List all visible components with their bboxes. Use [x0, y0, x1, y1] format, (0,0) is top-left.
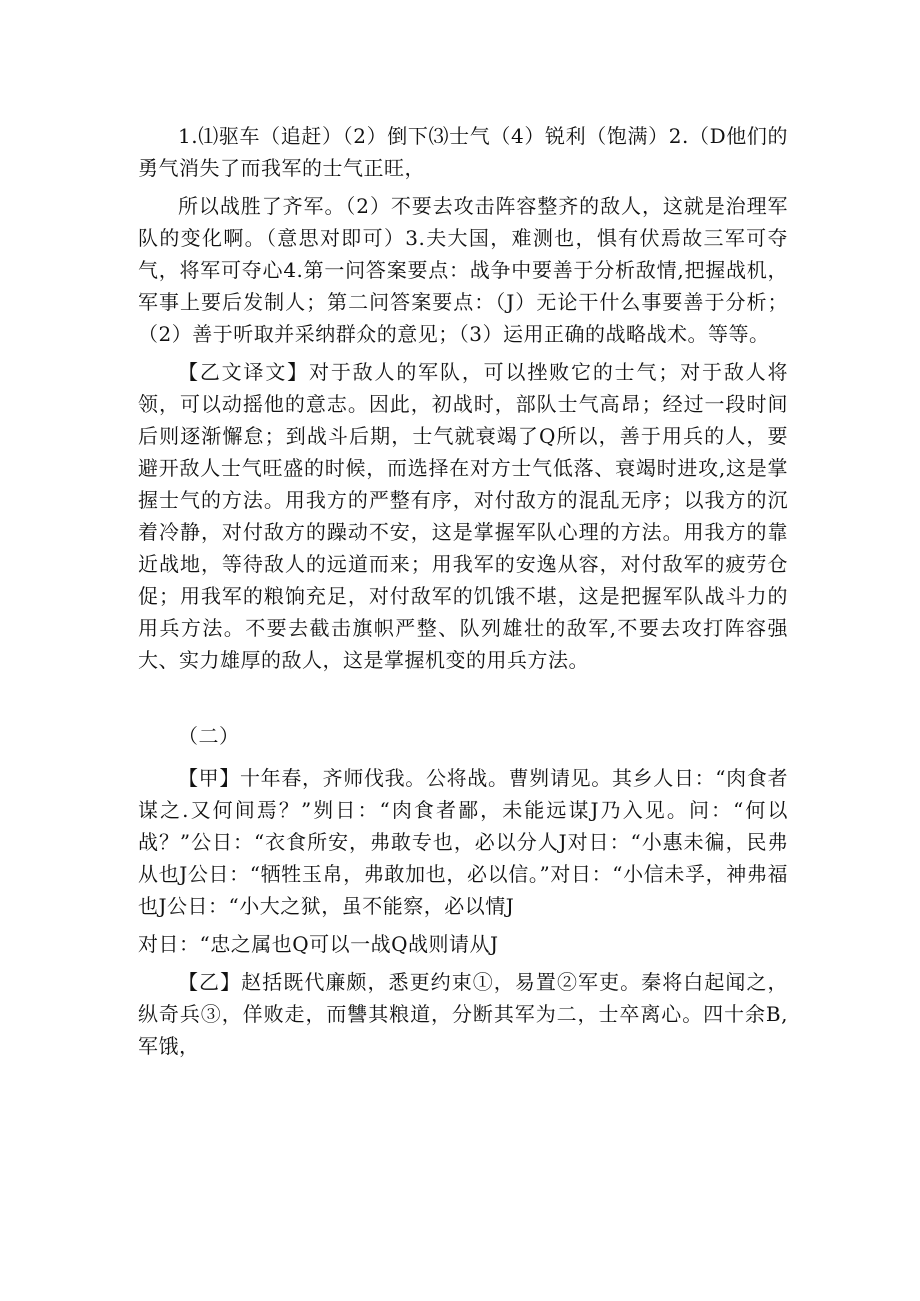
- jia-text-paragraph: 【甲】十年春，齐师伐我。公将战。曹刿请见。其乡人日：“肉食者谋之.又何间焉？”刿日：“肉食者鄙，未能远谋J乃入见。问：“何以战？”公日：“衣食所安，弗敢专也，必以分人J对日：“小惠未徧，民弗从也J公日：“牺牲玉帛，弗敢加也，必以信。”对日：“小信未孚，神弗福也J公日：“小大之狱，虽不能察，必以情J: [138, 766, 788, 918]
- section-spacer: [138, 682, 788, 720]
- section-2-heading: （二）: [178, 724, 240, 748]
- yi-text-paragraph: 【乙】赵括既代廉颇，悉更约束①，易置②军吏。秦将白起闻之，纵奇兵③，佯败走，而讐其粮道，分断其军为二，士卒离心。四十余B,军饿，: [138, 970, 788, 1058]
- jia-text-end-line: 对日：“忠之属也Q可以一战Q战则请从J: [138, 932, 499, 956]
- answers-paragraph-2: 所以战胜了齐军。（2）不要去攻击阵容整齐的敌人，这就是治理军队的变化啊。（意思对即可）3.夫大国，难测也，惧有伏焉故三军可夺气，将军可夺心4.第一问答案要点：战争中要善于分析敌情,把握战机，军事上要后发制人；第二问答案要点：（J）无论干什么事要善于分析；（2）善于听取并采纳群众的意见；（3）运用正确的战略战术。等等。: [138, 194, 788, 346]
- answers-paragraph-1: 1.⑴驱车（追赶）（2）倒下⑶士气（4）锐利（饱满）2.（D他们的勇气消失了而我军的士气正旺，: [138, 124, 788, 180]
- yi-translation-paragraph: 【乙文译文】对于敌人的军队，可以挫败它的士气；对于敌人将领，可以动摇他的意志。因此，初战时，部队士气高昂；经过一段时间后则逐渐懈怠；到战斗后期，士气就衰竭了Q所以，善于用兵的人，要避开敌人士气旺盛的时候，而选择在对方士气低落、衰竭时进攻,这是掌握士气的方法。用我方的严整有序，对付敌方的混乱无序；以我方的沉着冷静，对付敌方的躁动不安，这是掌握军队心理的方法。用我方的靠近战地，等待敌人的远道而来；用我军的安逸从容，对付敌军的疲劳仓促；用我军的粮饷充足，对付敌军的饥饿不堪，这是把握军队战斗力的用兵方法。不要去截击旗帜严整、队列雄壮的敌军,不要去攻打阵容强大、实力雄厚的敌人，这是掌握机变的用兵方法。: [138, 360, 788, 672]
- document-page: [138, 120, 788, 1068]
